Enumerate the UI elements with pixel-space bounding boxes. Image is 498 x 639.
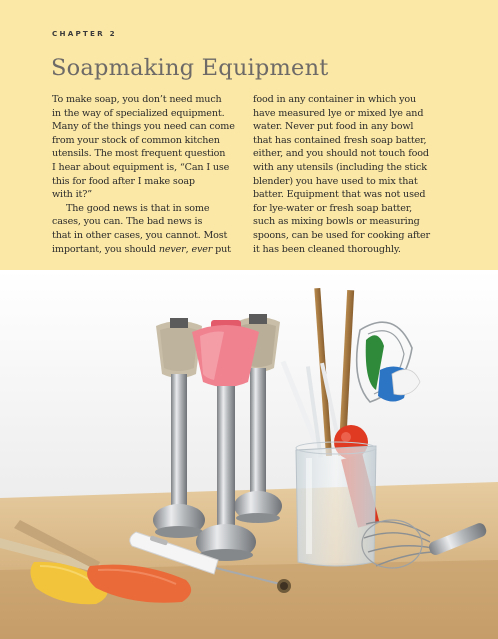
text-line: such as mixing bowls or measuring: [253, 216, 420, 228]
text-line: from your stock of common kitchen: [52, 134, 220, 146]
paragraph-2: [52, 202, 248, 256]
text-line: water. Never put food in any bowl: [253, 121, 414, 133]
text-line: food in any container in which you: [253, 94, 417, 105]
text-line: it has been cleaned thoroughly.: [253, 243, 401, 255]
text-line: cases, you can. The bad news is: [52, 216, 203, 228]
right-column: [253, 93, 449, 256]
text-line: with any utensils (including the stick: [253, 161, 427, 173]
text-line: Many of the things you need can come: [52, 121, 235, 133]
text-line: The good news is that in some: [66, 202, 210, 214]
text-fragment: important, you should: [52, 243, 159, 255]
text-line: blender) you have used to mix that: [253, 175, 418, 187]
emphasis-ever: ever: [191, 243, 213, 255]
text-band: [0, 0, 498, 270]
text-line: batter. Equipment that was not used: [253, 189, 426, 201]
text-line: this for food after I make soap: [52, 175, 195, 187]
equipment-photo: [0, 270, 498, 639]
chapter-label: CHAPTER 2: [52, 29, 117, 38]
text-line: utensils. The most frequent question: [52, 148, 226, 160]
text-line: for lye-water or fresh soap batter,: [253, 202, 413, 214]
text-fragment: ,: [185, 243, 192, 255]
text-line: have measured lye or mixed lye and: [253, 107, 424, 119]
paragraph-3: [253, 93, 449, 256]
text-line-emphasis: [52, 243, 248, 257]
text-line: in the way of specialized equipment.: [52, 107, 225, 119]
paragraph-1: [52, 93, 248, 202]
text-line: spoons, can be used for cooking after: [253, 229, 430, 241]
text-line: with it?”: [52, 189, 92, 201]
photo-backdrop: [0, 270, 498, 510]
text-line: I hear about equipment is, “Can I use: [52, 161, 230, 173]
text-line: either, and you should not touch food: [253, 148, 429, 160]
text-line: that has contained fresh soap batter,: [253, 134, 427, 146]
text-line: that in other cases, you cannot. Most: [52, 229, 228, 241]
emphasis-never: never: [158, 243, 186, 255]
left-column: [52, 93, 248, 256]
text-fragment: put: [212, 243, 231, 255]
text-line: To make soap, you don’t need much: [52, 94, 222, 105]
page-title: Soapmaking Equipment: [51, 55, 329, 81]
